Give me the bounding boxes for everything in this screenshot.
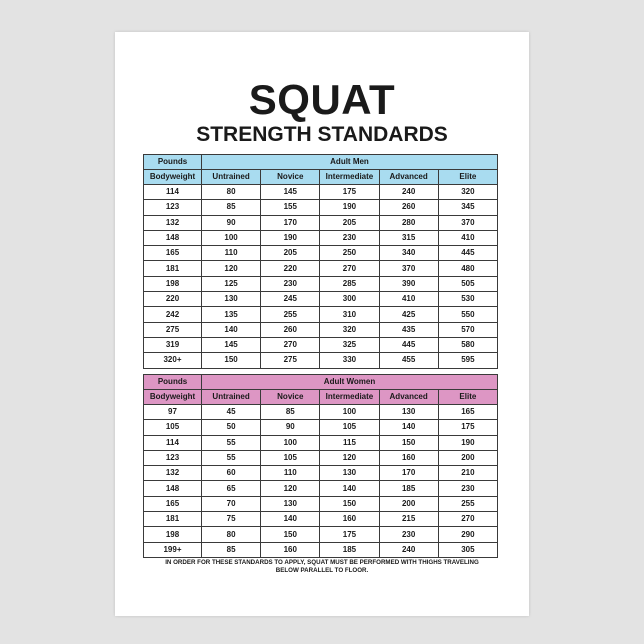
- poster-subtitle: STRENGTH STANDARDS: [196, 123, 448, 146]
- weight-cell: 480: [438, 261, 497, 276]
- column-header: Advanced: [379, 390, 438, 405]
- weight-cell: 140: [202, 322, 261, 337]
- weight-cell: 90: [261, 420, 320, 435]
- weight-cell: 270: [438, 512, 497, 527]
- bodyweight-cell: 181: [144, 261, 202, 276]
- weight-cell: 130: [202, 292, 261, 307]
- weight-cell: 85: [261, 405, 320, 420]
- weight-cell: 175: [320, 185, 379, 200]
- weight-cell: 425: [379, 307, 438, 322]
- bodyweight-cell: 198: [144, 276, 202, 291]
- column-header: Novice: [261, 390, 320, 405]
- weight-cell: 190: [261, 230, 320, 245]
- weight-cell: 305: [438, 542, 497, 557]
- weight-cell: 230: [320, 230, 379, 245]
- bodyweight-cell: 320+: [144, 353, 202, 368]
- bodyweight-cell: 181: [144, 512, 202, 527]
- weight-cell: 130: [320, 466, 379, 481]
- weight-cell: 150: [320, 496, 379, 511]
- bodyweight-cell: 198: [144, 527, 202, 542]
- weight-cell: 165: [438, 405, 497, 420]
- weight-cell: 105: [261, 450, 320, 465]
- poster-title: SQUAT: [248, 76, 396, 123]
- table-row: [144, 215, 498, 230]
- table-row: [144, 481, 498, 496]
- weight-cell: 70: [202, 496, 261, 511]
- weight-cell: 160: [261, 542, 320, 557]
- weight-cell: 320: [320, 322, 379, 337]
- weight-cell: 170: [261, 215, 320, 230]
- men-table-title: Adult Men: [202, 155, 498, 170]
- weight-cell: 190: [320, 200, 379, 215]
- weight-cell: 125: [202, 276, 261, 291]
- weight-cell: 270: [320, 261, 379, 276]
- bodyweight-cell: 275: [144, 322, 202, 337]
- weight-cell: 45: [202, 405, 261, 420]
- weight-cell: 230: [379, 527, 438, 542]
- weight-cell: 595: [438, 353, 497, 368]
- column-header: Untrained: [202, 390, 261, 405]
- weight-cell: 315: [379, 230, 438, 245]
- weight-cell: 190: [438, 435, 497, 450]
- weight-cell: 240: [379, 185, 438, 200]
- weight-cell: 85: [202, 200, 261, 215]
- weight-cell: 50: [202, 420, 261, 435]
- weight-cell: 370: [379, 261, 438, 276]
- weight-cell: 65: [202, 481, 261, 496]
- weight-cell: 325: [320, 337, 379, 352]
- bodyweight-cell: 114: [144, 435, 202, 450]
- weight-cell: 345: [438, 200, 497, 215]
- bodyweight-cell: 132: [144, 215, 202, 230]
- weight-cell: 390: [379, 276, 438, 291]
- weight-cell: 140: [320, 481, 379, 496]
- weight-cell: 445: [438, 246, 497, 261]
- weight-cell: 230: [261, 276, 320, 291]
- weight-cell: 80: [202, 527, 261, 542]
- bodyweight-cell: 132: [144, 466, 202, 481]
- weight-cell: 300: [320, 292, 379, 307]
- men-group-header-row: [144, 155, 498, 170]
- weight-cell: 505: [438, 276, 497, 291]
- weight-cell: 260: [379, 200, 438, 215]
- weight-cell: 530: [438, 292, 497, 307]
- weight-cell: 240: [379, 542, 438, 557]
- men-column-header-row: [144, 170, 498, 185]
- weight-cell: 550: [438, 307, 497, 322]
- women-table-body: [144, 405, 498, 558]
- column-header: Novice: [261, 170, 320, 185]
- weight-cell: 250: [320, 246, 379, 261]
- weight-cell: 255: [438, 496, 497, 511]
- footnote: IN ORDER FOR THESE STANDARDS TO APPLY, SQUAT MUST BE PERFORMED WITH THIGHS TRAVELING BELOW PARALLEL TO FLOOR.: [165, 559, 479, 574]
- column-header: Elite: [438, 390, 497, 405]
- weight-cell: 75: [202, 512, 261, 527]
- weight-cell: 110: [202, 246, 261, 261]
- weight-cell: 160: [320, 512, 379, 527]
- weight-cell: 205: [320, 215, 379, 230]
- women-standards-table: [143, 374, 498, 558]
- bodyweight-cell: 165: [144, 496, 202, 511]
- weight-cell: 580: [438, 337, 497, 352]
- weight-cell: 210: [438, 466, 497, 481]
- bodyweight-cell: 114: [144, 185, 202, 200]
- bodyweight-cell: 148: [144, 230, 202, 245]
- women-group-label: Pounds: [144, 375, 202, 390]
- weight-cell: 410: [438, 230, 497, 245]
- column-header: Intermediate: [320, 390, 379, 405]
- poster: [115, 32, 529, 616]
- weight-cell: 155: [261, 200, 320, 215]
- women-group-header-row: [144, 375, 498, 390]
- table-row: [144, 276, 498, 291]
- column-header: Intermediate: [320, 170, 379, 185]
- weight-cell: 160: [379, 450, 438, 465]
- weight-cell: 145: [202, 337, 261, 352]
- weight-cell: 140: [379, 420, 438, 435]
- table-row: [144, 292, 498, 307]
- bodyweight-cell: 199+: [144, 542, 202, 557]
- table-row: [144, 405, 498, 420]
- weight-cell: 270: [261, 337, 320, 352]
- bodyweight-cell: 123: [144, 200, 202, 215]
- weight-cell: 135: [202, 307, 261, 322]
- bodyweight-cell: 242: [144, 307, 202, 322]
- table-row: [144, 230, 498, 245]
- table-row: [144, 466, 498, 481]
- weight-cell: 285: [320, 276, 379, 291]
- weight-cell: 205: [261, 246, 320, 261]
- weight-cell: 145: [261, 185, 320, 200]
- table-row: [144, 200, 498, 215]
- weight-cell: 255: [261, 307, 320, 322]
- column-header: Untrained: [202, 170, 261, 185]
- table-row: [144, 527, 498, 542]
- column-header: Bodyweight: [144, 170, 202, 185]
- table-row: [144, 322, 498, 337]
- weight-cell: 435: [379, 322, 438, 337]
- weight-cell: 370: [438, 215, 497, 230]
- weight-cell: 410: [379, 292, 438, 307]
- weight-cell: 100: [261, 435, 320, 450]
- weight-cell: 200: [438, 450, 497, 465]
- table-row: [144, 246, 498, 261]
- weight-cell: 90: [202, 215, 261, 230]
- table-row: [144, 337, 498, 352]
- table-row: [144, 450, 498, 465]
- weight-cell: 330: [320, 353, 379, 368]
- weight-cell: 215: [379, 512, 438, 527]
- weight-cell: 260: [261, 322, 320, 337]
- weight-cell: 140: [261, 512, 320, 527]
- men-standards-table: [143, 154, 498, 369]
- table-row: [144, 307, 498, 322]
- weight-cell: 100: [202, 230, 261, 245]
- weight-cell: 130: [379, 405, 438, 420]
- weight-cell: 275: [261, 353, 320, 368]
- weight-cell: 185: [379, 481, 438, 496]
- weight-cell: 185: [320, 542, 379, 557]
- weight-cell: 220: [261, 261, 320, 276]
- weight-cell: 60: [202, 466, 261, 481]
- table-row: [144, 353, 498, 368]
- bodyweight-cell: 319: [144, 337, 202, 352]
- bodyweight-cell: 165: [144, 246, 202, 261]
- table-row: [144, 185, 498, 200]
- table-row: [144, 435, 498, 450]
- weight-cell: 280: [379, 215, 438, 230]
- bodyweight-cell: 97: [144, 405, 202, 420]
- weight-cell: 170: [379, 466, 438, 481]
- weight-cell: 340: [379, 246, 438, 261]
- weight-cell: 120: [320, 450, 379, 465]
- weight-cell: 150: [261, 527, 320, 542]
- weight-cell: 120: [202, 261, 261, 276]
- weight-cell: 175: [438, 420, 497, 435]
- men-group-label: Pounds: [144, 155, 202, 170]
- bodyweight-cell: 148: [144, 481, 202, 496]
- women-column-header-row: [144, 390, 498, 405]
- weight-cell: 175: [320, 527, 379, 542]
- women-table-title: Adult Women: [202, 375, 498, 390]
- weight-cell: 245: [261, 292, 320, 307]
- bodyweight-cell: 105: [144, 420, 202, 435]
- weight-cell: 120: [261, 481, 320, 496]
- weight-cell: 445: [379, 337, 438, 352]
- weight-cell: 115: [320, 435, 379, 450]
- weight-cell: 80: [202, 185, 261, 200]
- men-table-body: [144, 185, 498, 369]
- table-row: [144, 420, 498, 435]
- weight-cell: 310: [320, 307, 379, 322]
- column-header: Bodyweight: [144, 390, 202, 405]
- table-row: [144, 261, 498, 276]
- weight-cell: 150: [379, 435, 438, 450]
- weight-cell: 150: [202, 353, 261, 368]
- weight-cell: 110: [261, 466, 320, 481]
- weight-cell: 200: [379, 496, 438, 511]
- weight-cell: 55: [202, 435, 261, 450]
- bodyweight-cell: 220: [144, 292, 202, 307]
- column-header: Elite: [438, 170, 497, 185]
- weight-cell: 85: [202, 542, 261, 557]
- bodyweight-cell: 123: [144, 450, 202, 465]
- weight-cell: 55: [202, 450, 261, 465]
- weight-cell: 570: [438, 322, 497, 337]
- table-row: [144, 496, 498, 511]
- weight-cell: 105: [320, 420, 379, 435]
- weight-cell: 320: [438, 185, 497, 200]
- column-header: Advanced: [379, 170, 438, 185]
- weight-cell: 455: [379, 353, 438, 368]
- weight-cell: 130: [261, 496, 320, 511]
- table-row: [144, 542, 498, 557]
- weight-cell: 290: [438, 527, 497, 542]
- table-row: [144, 512, 498, 527]
- weight-cell: 230: [438, 481, 497, 496]
- weight-cell: 100: [320, 405, 379, 420]
